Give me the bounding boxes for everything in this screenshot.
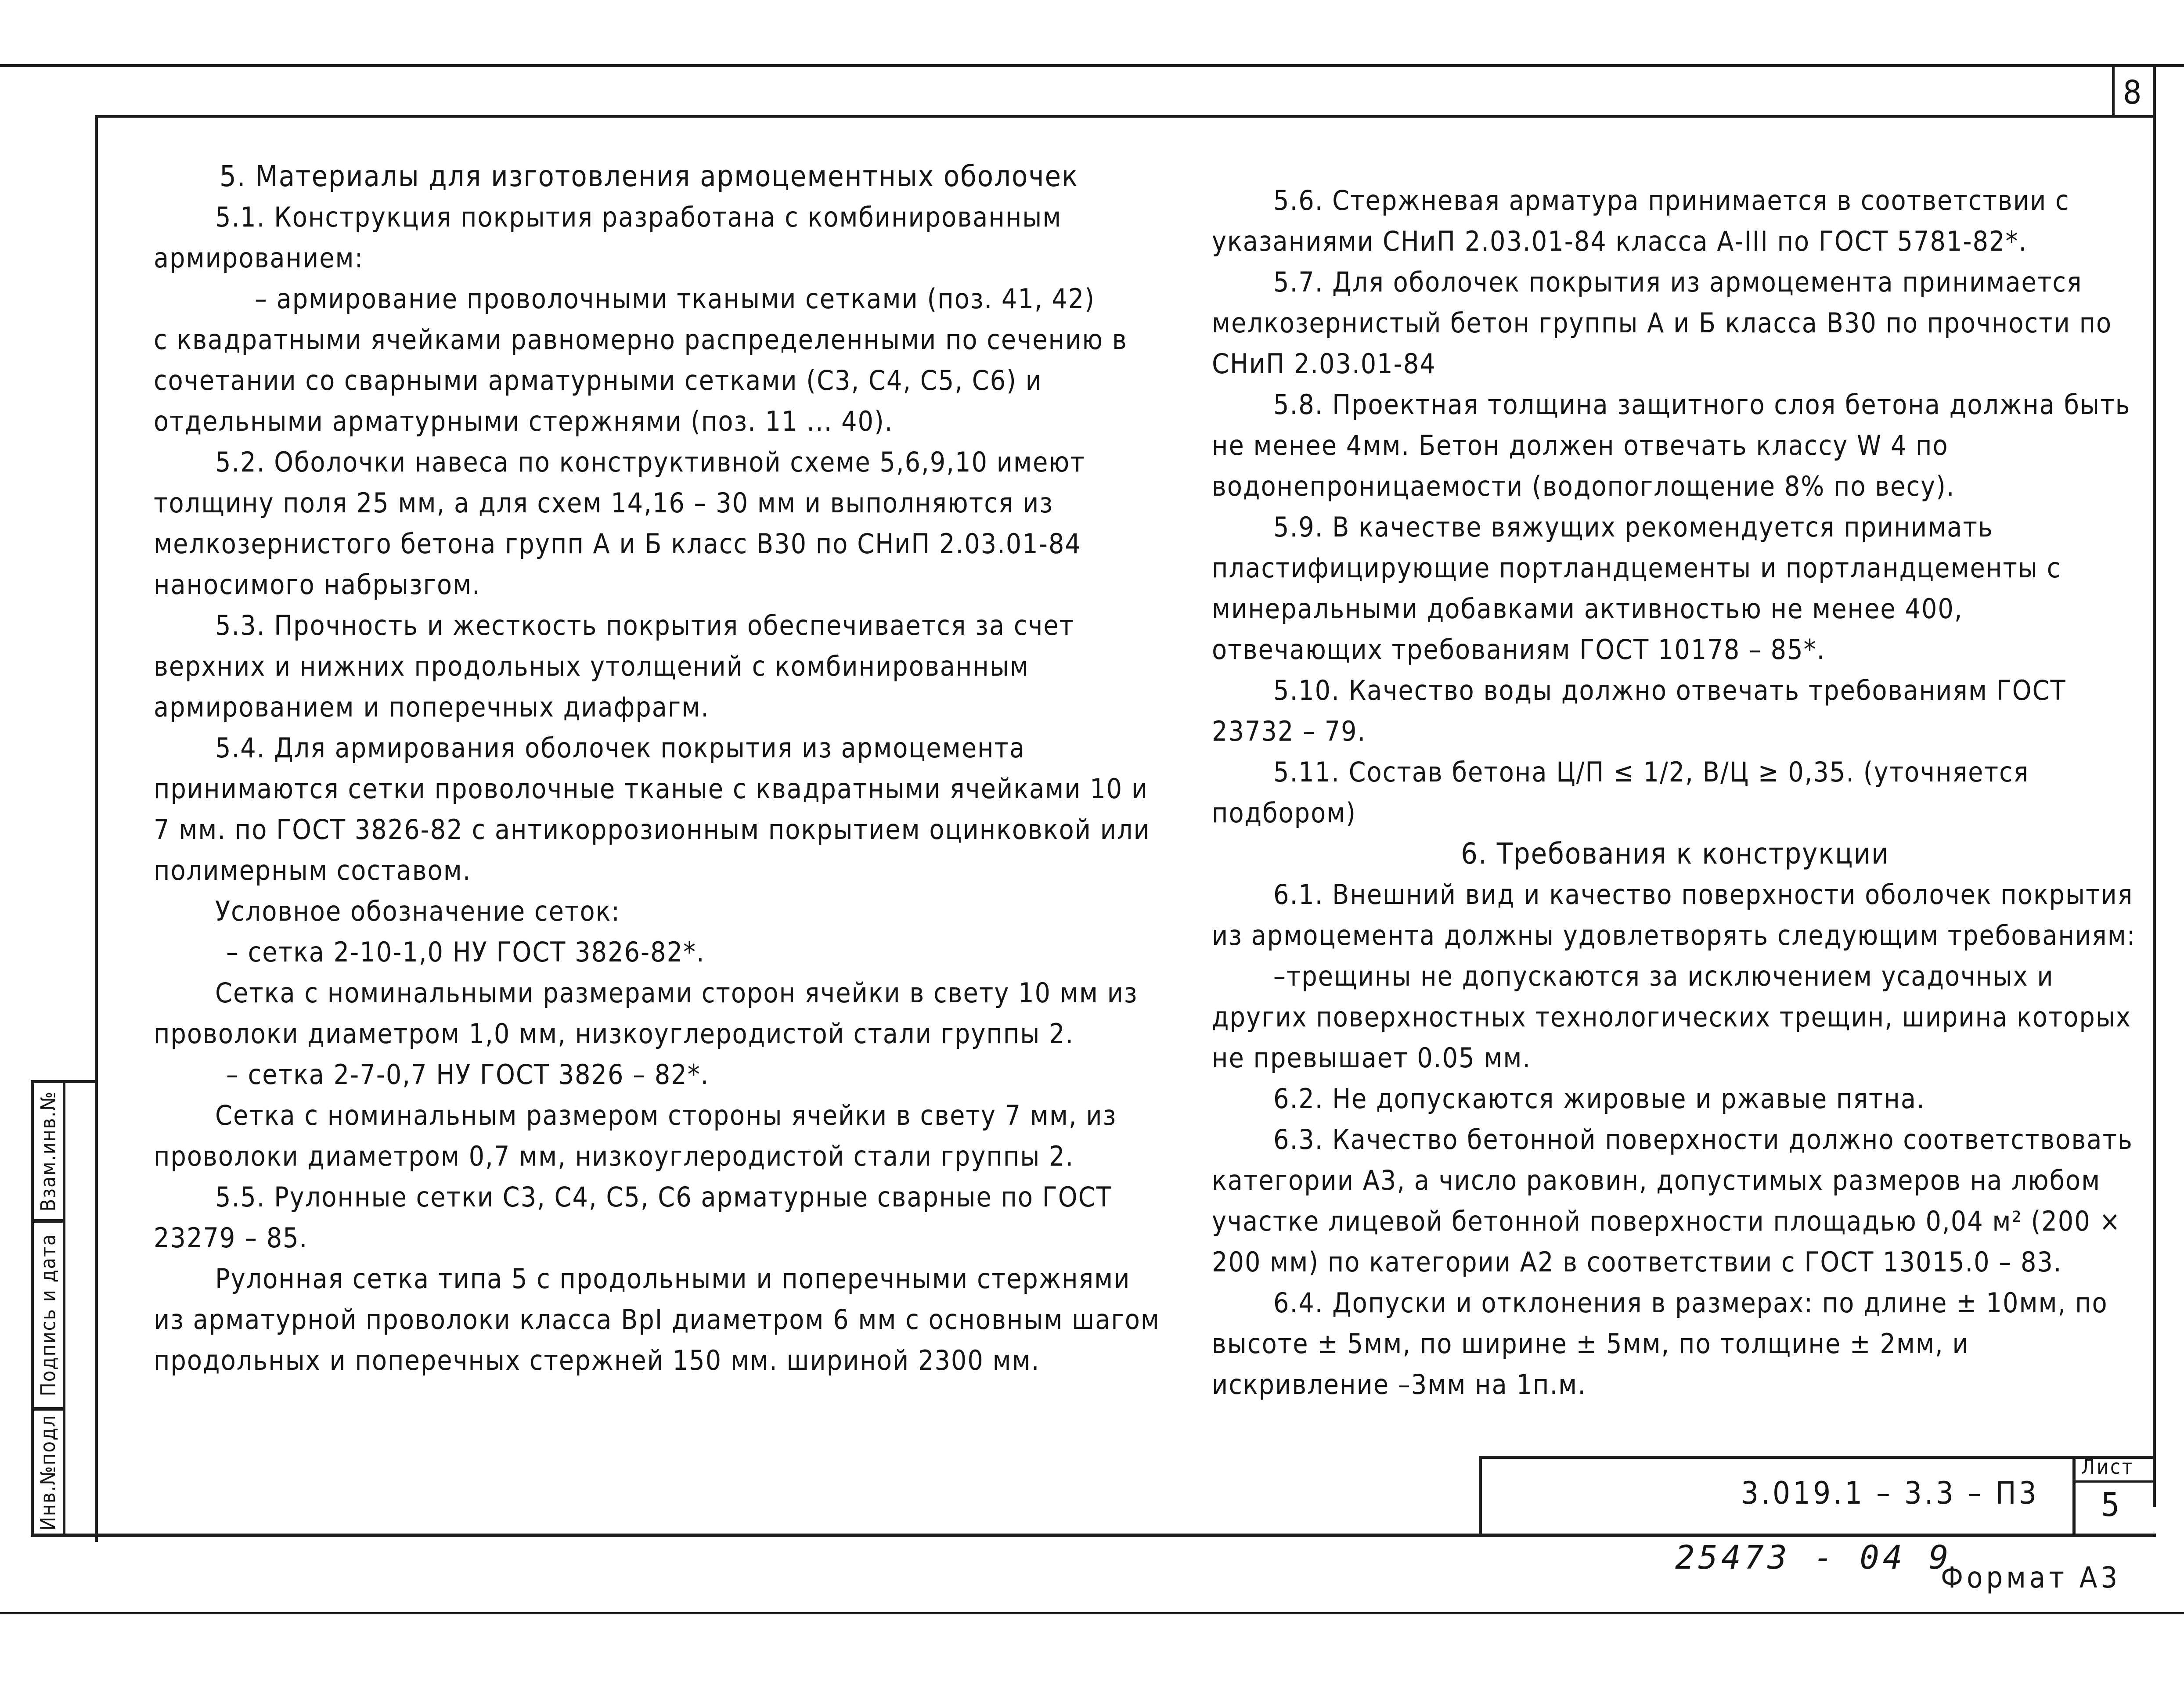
- para-5-1: 5.1. Конструкция покрытия разработана с комбинированным армированием:: [154, 201, 1062, 274]
- title-block-top: [1479, 1456, 2155, 1459]
- side-stamp-sign-date: [32, 1223, 63, 1411]
- mesh-1-description: Сетка с номинальными размерами сторон ячейки в свету 10 мм из проволоки диаметром 1,0 мм, низкоуглеродистой стали группы 2.: [154, 977, 1138, 1050]
- title-block-sheet-divider: [2072, 1456, 2076, 1536]
- sheet-number: 5: [2101, 1486, 2123, 1524]
- para-6-2: 6.2. Не допускаются жировые и ржавые пятна.: [1273, 1083, 1925, 1115]
- side-stamp-inv-repl-label: Взам.инв.№: [36, 1091, 60, 1212]
- para-5-2: 5.2. Оболочки навеса по конструктивной схеме 5,6,9,10 имеют толщину поля 25 мм, а для схем 14,16 – 30 мм и выполняются из мелкозернистого бетона групп А и Б класс В30 по СНиП 2.03.01-84 наносимого набрызгом.: [154, 446, 1085, 601]
- mesh-2-code: – сетка 2-7-0,7 НУ ГОСТ 3826 – 82*.: [226, 1059, 710, 1091]
- para-5-4: 5.4. Для армирования оболочек покрытия из армоцемента принимаются сетки проволочные тканые с квадратными ячейками 10 и 7 мм. по ГОСТ 3826-82 с антикоррозионным покрытием оцинковкой или полимерным составом.: [154, 732, 1150, 886]
- side-stamp-inv-orig: [32, 1411, 63, 1534]
- para-5-7: 5.7. Для оболочек покрытия из армоцемента принимается мелкозернистый бетон группы А и Б класса В30 по прочности по СНиП 2.03.01-84: [1212, 266, 2112, 380]
- title-block-sheet-label-line: [2072, 1480, 2156, 1483]
- frame-bottom: [31, 1534, 2156, 1537]
- page-number-divider: [2112, 66, 2115, 117]
- para-5-5-b: Рулонная сетка типа 5 с продольными и поперечными стержнями из арматурной проволоки класса ВрI диаметром 6 мм с основным шагом продольных и поперечных стержней 150 мм. шириной 2300 мм.: [154, 1263, 1160, 1376]
- para-5-9: 5.9. В качестве вяжущих рекомендуется принимать пластифицирующие портландцементы и портландцементы с минеральными добавками активностью не менее 400, отвечающих требованиям ГОСТ 10178 – 85*.: [1212, 511, 2061, 666]
- para-5-1-b: – армирование проволочными ткаными сетками (поз. 41, 42): [255, 283, 1096, 315]
- format-label: Формат А3: [1941, 1561, 2121, 1595]
- para-5-6: 5.6. Стержневая арматура принимается в соответствии с указаниями СНиП 2.03.01-84 класса А-III по ГОСТ 5781-82*.: [1212, 184, 2070, 257]
- para-5-10: 5.10. Качество воды должно отвечать требованиям ГОСТ 23732 – 79.: [1212, 674, 2066, 747]
- mesh-1-code: – сетка 2-10-1,0 НУ ГОСТ 3826-82*.: [226, 936, 705, 968]
- side-stamp-inv-repl: [32, 1083, 63, 1223]
- side-stamp-top: [31, 1080, 97, 1083]
- para-5-11: 5.11. Состав бетона Ц/П ≤ 1/2, В/Ц ≥ 0,35. (уточняется подбором): [1212, 756, 2029, 829]
- frame-top: [95, 115, 2155, 118]
- para-6-3: 6.3. Качество бетонной поверхности должно соответствовать категории А3, а число раковин, допустимых размеров на любом участке лицевой бетонной поверхности площадью 0,04 м² (200 × 200 мм) по категории А2 в соответствии с ГОСТ 13015.0 – 83.: [1212, 1123, 2133, 1278]
- para-6-1-b: –трещины не допускаются за исключением усадочных и других поверхностных технологических трещин, ширина которых не превышает 0.05 мм.: [1212, 960, 2131, 1074]
- handwritten-archive-number: 25473 - 04 9: [1675, 1539, 1952, 1577]
- side-stamp-sign-date-label: Подпись и дата: [36, 1233, 60, 1397]
- para-5-3: 5.3. Прочность и жесткость покрытия обеспечивается за счет верхних и нижних продольных утолщений с комбинированным армированием и поперечных диафрагм.: [154, 609, 1075, 723]
- right-column: [1212, 180, 2138, 1405]
- frame-right: [2153, 66, 2156, 1507]
- section6-title: 6. Требования к конструкции: [1461, 837, 1889, 871]
- para-5-1-c: с квадратными ячейками равномерно распределенными по сечению в сочетании со сварными арматурными сетками (С3, С4, С5, С6) и отдельными арматурными стержнями (поз. 11 ... 40).: [154, 324, 1128, 437]
- section5-title: 5. Материалы для изготовления армоцементных оболочек: [220, 159, 1078, 193]
- document-code: 3.019.1 – 3.3 – П3: [1741, 1475, 2039, 1511]
- frame-left: [95, 115, 98, 1542]
- title-block-left: [1479, 1456, 1482, 1536]
- mesh-2-description: Сетка с номинальным размером стороны ячейки в свету 7 мм, из проволоки диаметром 0,7 мм, низкоуглеродистой стали группы 2.: [154, 1099, 1117, 1172]
- sheet-label: Лист: [2081, 1455, 2134, 1479]
- bottom-trim-line: [0, 1612, 2184, 1614]
- para-5-5: 5.5. Рулонные сетки С3, С4, С5, С6 арматурные сварные по ГОСТ 23279 – 85.: [154, 1181, 1112, 1254]
- para-6-4: 6.4. Допуски и отклонения в размерах: по длине ± 10мм, по высоте ± 5мм, по ширине ± 5мм, по толщине ± 2мм, и искривление –3мм на 1п.м.: [1212, 1287, 2108, 1401]
- para-5-8: 5.8. Проектная толщина защитного слоя бетона должна быть не менее 4мм. Бетон должен отвечать классу W 4 по водонепроницаемости (водопоглощение 8% по весу).: [1212, 389, 2131, 502]
- left-column: [154, 156, 1164, 1381]
- top-trim-line: [0, 64, 2184, 67]
- side-stamp-inv-orig-label: Инв.№подл: [36, 1414, 60, 1531]
- page-number: 8: [2123, 74, 2144, 112]
- para-6-1: 6.1. Внешний вид и качество поверхности оболочек покрытия из армоцемента должны удовлетворять следующим требованиям:: [1212, 879, 2136, 951]
- mesh-legend-label: Условное обозначение сеток:: [215, 895, 621, 927]
